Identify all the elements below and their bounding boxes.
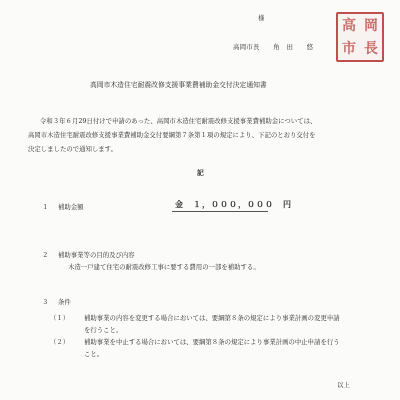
item-2-number: ２ xyxy=(42,251,49,259)
seal-char: 長 xyxy=(364,40,378,57)
closing-text: 以上 xyxy=(337,381,350,389)
item-1-label: 補助金額 xyxy=(58,203,84,211)
item-3-label: 条件 xyxy=(58,298,71,306)
condition-2-number: （２） xyxy=(50,338,70,346)
seal-char: 岡 xyxy=(364,17,378,34)
condition-1-number: （１） xyxy=(50,314,70,322)
body-line-1: 令和３年６月29日付けで申請のあった、高岡市木造住宅耐震改修支援事業費補助金については、 xyxy=(40,117,317,125)
addressee-suffix: 様 xyxy=(258,14,265,22)
item-2-content: 木造一戸建て住宅の耐震改修工事に要する費用の一部を補助する。 xyxy=(68,263,260,271)
condition-1-line-1: 補助事業の内容を変更する場合においては、要綱第８条の規定により事業計画の変更申請 xyxy=(84,314,340,322)
official-seal xyxy=(336,12,384,62)
body-line-3: 決定しましたので通知します。 xyxy=(28,145,117,153)
item-2-label: 補助事業等の目的及び内容 xyxy=(58,251,135,259)
item-3-number: ３ xyxy=(42,298,49,306)
condition-2-line-2: こと。 xyxy=(84,350,104,358)
sender-name: 高岡市長 角 田 悠 xyxy=(233,43,314,51)
seal-char: 高 xyxy=(342,17,356,34)
subsidy-amount: 金 １，０００，０００ 円 xyxy=(175,199,292,209)
body-line-2: 高岡市木造住宅耐震改修支援事業費補助金交付要綱第７条第１項の規定により、下記のとおり交付を xyxy=(28,131,316,139)
document-title: 高岡市木造住宅耐震改修支援事業費補助金交付決定通知書 xyxy=(90,81,267,89)
amount-underline xyxy=(172,211,268,212)
condition-2-line-1: 補助事業を中止する場合においては、要綱第８条の規定により事業計画の中止申請を行う xyxy=(84,338,340,346)
condition-1-line-2: を行うこと。 xyxy=(84,326,123,334)
ki-heading: 記 xyxy=(197,169,204,177)
item-1-number: １ xyxy=(42,203,49,211)
seal-char: 市 xyxy=(342,40,356,57)
